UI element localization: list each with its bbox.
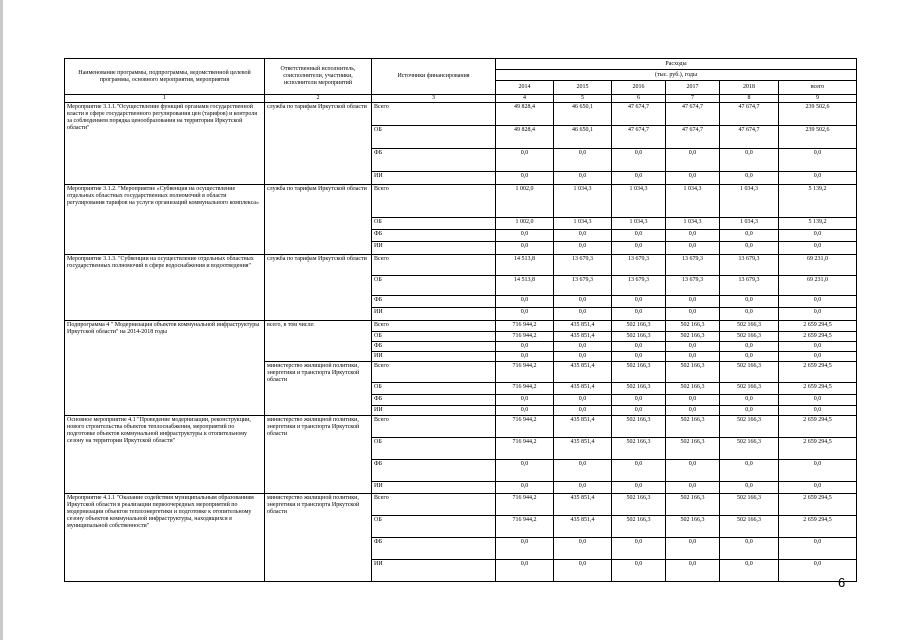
total-value: 0,0 <box>779 296 857 308</box>
year-value: 0,0 <box>612 342 666 352</box>
executor: министерство жилищной политики, энергетики и транспорта Иркутской области <box>265 494 372 582</box>
year-value: 0,0 <box>666 296 720 308</box>
year-value: 0,0 <box>554 538 612 560</box>
table-body <box>65 103 857 582</box>
table-row <box>65 416 857 438</box>
budget-table <box>64 58 857 582</box>
year-value: 0,0 <box>666 560 720 582</box>
year-value: 0,0 <box>612 482 666 494</box>
executor: министерство жилищной политики, энергетики и транспорта Иркутской области <box>265 362 372 416</box>
year-value: 0,0 <box>496 560 554 582</box>
year-value: 716 944,2 <box>496 332 554 342</box>
year-value: 716 944,2 <box>496 516 554 538</box>
total-value: 2 659 294,5 <box>779 332 857 342</box>
year-value: 0,0 <box>666 242 720 255</box>
funding-source: ОБ <box>372 218 496 230</box>
funding-source: ИИ <box>372 406 496 416</box>
year-value: 0,0 <box>720 482 779 494</box>
year-value: 502 166,3 <box>720 383 779 395</box>
header-year: 2018 <box>720 81 779 95</box>
year-value: 14 513,8 <box>496 255 554 276</box>
year-value: 0,0 <box>554 482 612 494</box>
year-value: 0,0 <box>496 296 554 308</box>
column-index: 9 <box>779 95 857 103</box>
funding-source: ИИ <box>372 172 496 185</box>
total-value: 0,0 <box>779 149 857 172</box>
year-value: 0,0 <box>612 308 666 321</box>
funding-source: ИИ <box>372 308 496 321</box>
year-value: 0,0 <box>612 149 666 172</box>
funding-source: ОБ <box>372 438 496 460</box>
year-value: 0,0 <box>554 352 612 362</box>
column-index: 1 <box>65 95 265 103</box>
total-value: 0,0 <box>779 308 857 321</box>
year-value: 0,0 <box>666 149 720 172</box>
table-header <box>65 59 857 103</box>
year-value: 435 851,4 <box>554 438 612 460</box>
total-value: 2 659 294,5 <box>779 416 857 438</box>
year-value: 435 851,4 <box>554 332 612 342</box>
year-value: 0,0 <box>554 296 612 308</box>
year-value: 0,0 <box>666 172 720 185</box>
header-name: Наименование программы, подпрограммы, ведомственной целевой программы, основного мероприятия, мероприятия <box>65 59 265 95</box>
year-value: 0,0 <box>720 406 779 416</box>
year-value: 435 851,4 <box>554 362 612 383</box>
year-value: 0,0 <box>720 308 779 321</box>
year-value: 0,0 <box>720 538 779 560</box>
year-value: 502 166,3 <box>720 416 779 438</box>
year-value: 0,0 <box>666 460 720 482</box>
total-value: 0,0 <box>779 342 857 352</box>
year-value: 0,0 <box>612 560 666 582</box>
executor: служба по тарифам Иркутской области <box>265 185 372 255</box>
funding-source: ОБ <box>372 276 496 296</box>
header-executor: Ответственный исполнитель, соисполнители, участники, исполнители мероприятий <box>265 59 372 95</box>
year-value: 0,0 <box>554 460 612 482</box>
year-value: 0,0 <box>612 538 666 560</box>
year-value: 1 034,3 <box>666 185 720 218</box>
header-year: 2016 <box>612 81 666 95</box>
funding-source: Всего <box>372 416 496 438</box>
funding-source: Всего <box>372 103 496 126</box>
program-name: Основное мероприятие 4.1 "Проведение модернизации, реконструкции, нового строительства объектов теплоснабжения, мероприятий по подготовке объектов коммунальной инфраструктуры к отопительному сезону на территории Иркутской области" <box>65 416 265 494</box>
funding-source: ФБ <box>372 230 496 242</box>
year-value: 47 674,7 <box>666 126 720 149</box>
year-value: 716 944,2 <box>496 494 554 516</box>
year-value: 47 674,7 <box>612 103 666 126</box>
column-index: 5 <box>554 95 612 103</box>
year-value: 0,0 <box>496 406 554 416</box>
total-value: 2 659 294,5 <box>779 438 857 460</box>
program-name: Мероприятие 3.1.2. "Мероприятие «Субвенция на осуществление отдельных областных государственных полномочий в области регулирования тарифов на услуги организаций коммунального комплекса» <box>65 185 265 255</box>
year-value: 502 166,3 <box>666 383 720 395</box>
header-expenses: Расходы <box>496 59 857 70</box>
year-value: 0,0 <box>612 406 666 416</box>
total-value: 0,0 <box>779 538 857 560</box>
year-value: 13 679,3 <box>720 255 779 276</box>
year-value: 1 034,3 <box>554 185 612 218</box>
year-value: 0,0 <box>720 352 779 362</box>
year-value: 13 679,3 <box>554 255 612 276</box>
year-value: 0,0 <box>496 172 554 185</box>
funding-source: ФБ <box>372 296 496 308</box>
year-value: 0,0 <box>496 538 554 560</box>
year-value: 0,0 <box>554 172 612 185</box>
header-year: 2014 <box>496 81 554 95</box>
table-row <box>65 494 857 516</box>
table-row <box>65 321 857 332</box>
header-total: всего <box>779 81 857 95</box>
year-value: 0,0 <box>720 395 779 406</box>
year-value: 0,0 <box>496 149 554 172</box>
year-value: 0,0 <box>666 352 720 362</box>
executor: служба по тарифам Иркутской области <box>265 255 372 321</box>
year-value: 502 166,3 <box>720 332 779 342</box>
year-value: 13 679,3 <box>612 276 666 296</box>
column-index: 7 <box>666 95 720 103</box>
total-value: 239 502,6 <box>779 103 857 126</box>
program-name: Подпрограмма 4 " Модернизация объектов коммунальной инфраструктуры Иркутской области" на 2014-2018 годы <box>65 321 265 416</box>
year-value: 0,0 <box>666 230 720 242</box>
year-value: 1 034,3 <box>720 218 779 230</box>
header-year: 2015 <box>554 81 612 95</box>
year-value: 502 166,3 <box>720 362 779 383</box>
funding-source: ИИ <box>372 352 496 362</box>
year-value: 435 851,4 <box>554 416 612 438</box>
table-row <box>65 185 857 218</box>
total-value: 0,0 <box>779 230 857 242</box>
year-value: 47 674,7 <box>612 126 666 149</box>
year-value: 502 166,3 <box>612 362 666 383</box>
funding-source: ИИ <box>372 560 496 582</box>
year-value: 716 944,2 <box>496 438 554 460</box>
total-value: 2 659 294,5 <box>779 321 857 332</box>
funding-source: ОБ <box>372 126 496 149</box>
year-value: 435 851,4 <box>554 494 612 516</box>
year-value: 0,0 <box>612 352 666 362</box>
year-value: 0,0 <box>666 395 720 406</box>
year-value: 502 166,3 <box>612 416 666 438</box>
funding-source: ФБ <box>372 538 496 560</box>
program-name: Мероприятие 4.1.1 "Оказание содействия муниципальным образованиям Иркутской области в реализации первоочередных мероприятий по модернизации объектов теплоэнергетики и подготовке к отопительному сезону объектов коммунальной инфраструктуры, находящихся в муниципальной собственности" <box>65 494 265 582</box>
year-value: 0,0 <box>554 406 612 416</box>
year-value: 502 166,3 <box>612 438 666 460</box>
year-value: 502 166,3 <box>612 494 666 516</box>
total-value: 0,0 <box>779 406 857 416</box>
total-value: 2 659 294,5 <box>779 383 857 395</box>
year-value: 0,0 <box>666 406 720 416</box>
year-value: 0,0 <box>666 538 720 560</box>
scan-edge <box>0 0 3 640</box>
year-value: 716 944,2 <box>496 321 554 332</box>
year-value: 0,0 <box>554 308 612 321</box>
year-value: 0,0 <box>612 395 666 406</box>
column-index: 6 <box>612 95 666 103</box>
year-value: 0,0 <box>720 242 779 255</box>
year-value: 502 166,3 <box>720 321 779 332</box>
table-row <box>65 255 857 276</box>
year-value: 502 166,3 <box>612 516 666 538</box>
year-value: 435 851,4 <box>554 383 612 395</box>
funding-source: ФБ <box>372 395 496 406</box>
year-value: 0,0 <box>496 482 554 494</box>
year-value: 1 034,3 <box>720 185 779 218</box>
year-value: 47 674,7 <box>720 103 779 126</box>
year-value: 716 944,2 <box>496 362 554 383</box>
year-value: 0,0 <box>554 560 612 582</box>
year-value: 47 674,7 <box>720 126 779 149</box>
funding-source: ОБ <box>372 332 496 342</box>
column-index: 3 <box>372 95 496 103</box>
year-value: 1 002,0 <box>496 185 554 218</box>
year-value: 0,0 <box>666 308 720 321</box>
year-value: 1 034,3 <box>666 218 720 230</box>
year-value: 0,0 <box>554 242 612 255</box>
funding-source: ИИ <box>372 242 496 255</box>
year-value: 502 166,3 <box>666 321 720 332</box>
header-source: Источники финансирования <box>372 59 496 95</box>
year-value: 13 679,3 <box>554 276 612 296</box>
year-value: 14 513,8 <box>496 276 554 296</box>
header-year: 2017 <box>666 81 720 95</box>
year-value: 502 166,3 <box>720 494 779 516</box>
funding-source: Всего <box>372 185 496 218</box>
year-value: 502 166,3 <box>720 438 779 460</box>
year-value: 13 679,3 <box>666 276 720 296</box>
year-value: 435 851,4 <box>554 516 612 538</box>
year-value: 502 166,3 <box>666 438 720 460</box>
executor: министерство жилищной политики, энергетики и транспорта Иркутской области <box>265 416 372 494</box>
total-value: 0,0 <box>779 242 857 255</box>
year-value: 46 650,1 <box>554 103 612 126</box>
year-value: 0,0 <box>612 242 666 255</box>
column-index: 8 <box>720 95 779 103</box>
funding-source: Всего <box>372 321 496 332</box>
year-value: 716 944,2 <box>496 383 554 395</box>
year-value: 0,0 <box>496 460 554 482</box>
funding-source: ИИ <box>372 482 496 494</box>
year-value: 0,0 <box>554 230 612 242</box>
year-value: 49 828,4 <box>496 126 554 149</box>
year-value: 502 166,3 <box>666 494 720 516</box>
year-value: 0,0 <box>554 342 612 352</box>
year-value: 0,0 <box>720 230 779 242</box>
total-value: 69 231,0 <box>779 276 857 296</box>
funding-source: ОБ <box>372 516 496 538</box>
year-value: 502 166,3 <box>666 332 720 342</box>
year-value: 502 166,3 <box>720 516 779 538</box>
funding-source: Всего <box>372 362 496 383</box>
year-value: 0,0 <box>496 342 554 352</box>
program-name: Мероприятие 3.1.1."Осуществление функций органами государственной власти в сфере государственного регулирования цен (тарифов) и контроля за соблюдением порядка ценообразования на территории Иркутской области" <box>65 103 265 185</box>
year-value: 0,0 <box>720 342 779 352</box>
total-value: 2 659 294,5 <box>779 494 857 516</box>
program-name: Мероприятие 3.1.3. "Субвенции на осуществление отдельных областных государственных полномочий в сфере водоснабжения и водоотведения" <box>65 255 265 321</box>
funding-source: Всего <box>372 494 496 516</box>
funding-source: ФБ <box>372 342 496 352</box>
total-value: 0,0 <box>779 172 857 185</box>
total-value: 5 139,2 <box>779 185 857 218</box>
year-value: 0,0 <box>666 342 720 352</box>
year-value: 0,0 <box>496 242 554 255</box>
year-value: 1 034,3 <box>612 218 666 230</box>
total-value: 0,0 <box>779 460 857 482</box>
year-value: 46 650,1 <box>554 126 612 149</box>
year-value: 0,0 <box>496 308 554 321</box>
year-value: 502 166,3 <box>666 416 720 438</box>
year-value: 0,0 <box>612 296 666 308</box>
year-value: 1 034,3 <box>612 185 666 218</box>
year-value: 13 679,3 <box>720 276 779 296</box>
column-index: 4 <box>496 95 554 103</box>
executor: служба по тарифам Иркутской области <box>265 103 372 185</box>
year-value: 435 851,4 <box>554 321 612 332</box>
year-value: 0,0 <box>612 172 666 185</box>
year-value: 502 166,3 <box>612 332 666 342</box>
year-value: 716 944,2 <box>496 416 554 438</box>
year-value: 0,0 <box>496 352 554 362</box>
year-value: 0,0 <box>554 395 612 406</box>
executor: всего, в том числе: <box>265 321 372 362</box>
year-value: 502 166,3 <box>666 516 720 538</box>
year-value: 0,0 <box>612 460 666 482</box>
column-index: 2 <box>265 95 372 103</box>
total-value: 0,0 <box>779 560 857 582</box>
year-value: 13 679,3 <box>612 255 666 276</box>
year-value: 0,0 <box>554 149 612 172</box>
year-value: 0,0 <box>720 149 779 172</box>
year-value: 0,0 <box>612 230 666 242</box>
page-number: 6 <box>838 575 846 590</box>
year-value: 0,0 <box>720 296 779 308</box>
year-value: 0,0 <box>720 460 779 482</box>
header-units: (тыс. руб.), годы <box>496 70 857 81</box>
table-row <box>65 103 857 126</box>
year-value: 47 674,7 <box>666 103 720 126</box>
total-value: 0,0 <box>779 395 857 406</box>
year-value: 1 002,0 <box>496 218 554 230</box>
total-value: 239 502,6 <box>779 126 857 149</box>
year-value: 0,0 <box>496 395 554 406</box>
funding-source: ФБ <box>372 460 496 482</box>
year-value: 502 166,3 <box>612 321 666 332</box>
funding-source: ОБ <box>372 383 496 395</box>
year-value: 0,0 <box>720 560 779 582</box>
year-value: 1 034,3 <box>554 218 612 230</box>
funding-source: ФБ <box>372 149 496 172</box>
year-value: 502 166,3 <box>666 362 720 383</box>
year-value: 49 828,4 <box>496 103 554 126</box>
year-value: 0,0 <box>720 172 779 185</box>
year-value: 0,0 <box>666 482 720 494</box>
total-value: 0,0 <box>779 482 857 494</box>
total-value: 0,0 <box>779 352 857 362</box>
year-value: 502 166,3 <box>612 383 666 395</box>
year-value: 0,0 <box>496 230 554 242</box>
year-value: 13 679,3 <box>666 255 720 276</box>
total-value: 69 231,0 <box>779 255 857 276</box>
total-value: 5 139,2 <box>779 218 857 230</box>
total-value: 2 659 294,5 <box>779 516 857 538</box>
funding-source: Всего <box>372 255 496 276</box>
total-value: 2 659 294,5 <box>779 362 857 383</box>
